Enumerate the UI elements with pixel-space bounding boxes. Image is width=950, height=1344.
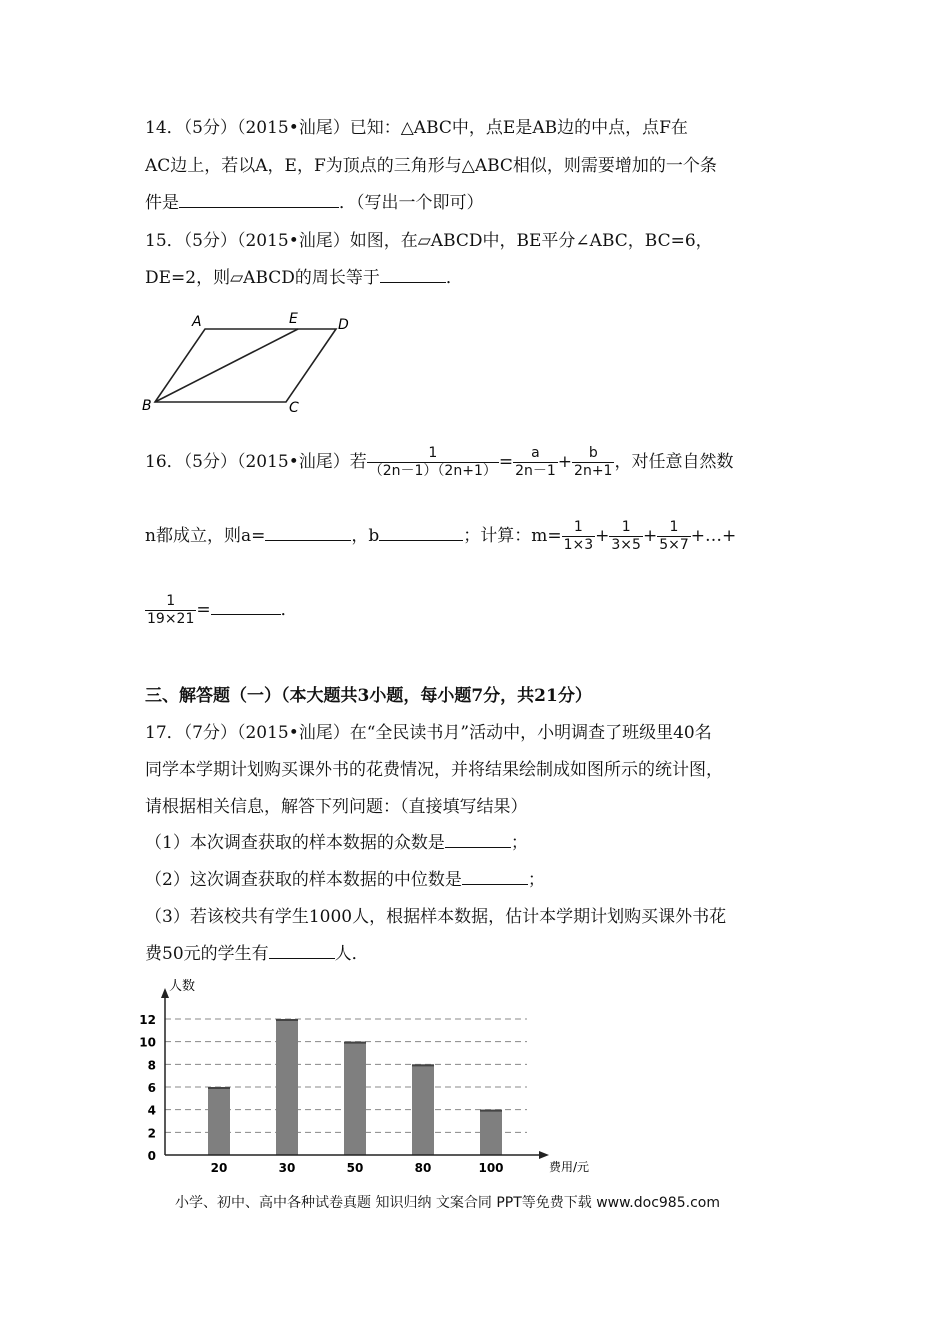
q16-main-fraction bbox=[367, 445, 499, 480]
q16-a-blank[interactable] bbox=[265, 524, 351, 541]
bar bbox=[412, 1064, 434, 1155]
parallelogram-figure bbox=[138, 310, 368, 420]
q17-line3: 请根据相关信息，解答下列问题：（直接填写结果） bbox=[145, 797, 528, 817]
q16-a-fraction bbox=[513, 445, 558, 480]
q15-line2 bbox=[145, 266, 463, 290]
q17-line2: 同学本学期计划购买课外书的花费情况，并将结果绘制成如图所示的统计图， bbox=[145, 760, 723, 780]
y-tick-label: 12 bbox=[139, 1013, 156, 1027]
q16-plus: + bbox=[557, 452, 573, 472]
bar bbox=[208, 1087, 230, 1155]
q16-f2-num: 1 bbox=[609, 519, 643, 537]
y-tick-label: 6 bbox=[147, 1081, 156, 1095]
q14-line3-pre: 件是 bbox=[145, 193, 179, 213]
y-tick-label: 4 bbox=[147, 1103, 156, 1118]
q17-sub3-pre: 费50元的学生有 bbox=[145, 944, 269, 964]
q17-sub3-post: 人． bbox=[334, 944, 369, 964]
q16-b-blank[interactable] bbox=[379, 524, 463, 541]
q15-line1: 15．（5分）（2015•汕尾）如图，在▱ABCD中，BE平分∠ABC，BC=6， bbox=[145, 231, 713, 251]
q16-line2-calc: ；计算：m= bbox=[463, 526, 562, 546]
q14-line1: 14．（5分）（2015•汕尾）已知：△ABC中，点E是AB边的中点，点F在 bbox=[145, 118, 688, 138]
bar bbox=[276, 1019, 298, 1155]
q16-f3-num: 1 bbox=[657, 519, 691, 537]
q14-line3-post: ．（写出一个即可） bbox=[339, 193, 484, 213]
y-axis-arrow-icon bbox=[161, 988, 169, 998]
q16-f4-den: 19×21 bbox=[147, 611, 195, 627]
chart-x-ticks bbox=[211, 1161, 504, 1175]
q16-line3-end: ． bbox=[280, 600, 298, 620]
q16-b-num: b bbox=[572, 445, 614, 463]
bar-chart bbox=[135, 970, 615, 1180]
q17-sub1-post: ； bbox=[510, 833, 528, 853]
q16-line1 bbox=[145, 444, 733, 480]
q16-line3-eq: = bbox=[196, 600, 211, 620]
x-tick-label: 50 bbox=[346, 1161, 364, 1175]
q16-frac3 bbox=[657, 519, 691, 554]
x-tick-label: 80 bbox=[414, 1161, 432, 1175]
q16-f1-den: 1×3 bbox=[563, 537, 594, 553]
q17-sub1 bbox=[145, 831, 528, 855]
q16-f4-num: 1 bbox=[145, 593, 196, 611]
bar bbox=[480, 1110, 502, 1155]
q16-eq: = bbox=[498, 452, 514, 472]
q16-frac1 bbox=[562, 519, 596, 554]
y-tick-label: 2 bbox=[147, 1126, 156, 1141]
q16-line2-pre: n都成立，则a= bbox=[145, 526, 266, 546]
q14-line3 bbox=[145, 191, 484, 215]
label-d: D bbox=[338, 317, 349, 333]
q16-main-den: （2n－1）（2n+1） bbox=[368, 463, 497, 479]
footer-text: 小学、初中、高中各种试卷真题 知识归纳 文案合同 PPT等免费下载 www.doc985.com bbox=[175, 1195, 720, 1211]
q16-b-den: 2n+1 bbox=[574, 463, 613, 479]
q15-line2-pre: DE=2，则▱ABCD的周长等于 bbox=[145, 268, 380, 288]
parallelogram-abcd bbox=[155, 329, 336, 402]
x-tick-label: 20 bbox=[210, 1161, 228, 1175]
y-tick-label: 8 bbox=[147, 1058, 156, 1073]
q16-b-fraction bbox=[572, 445, 614, 480]
label-b: B bbox=[142, 398, 152, 414]
q17-sub2-post: ； bbox=[527, 870, 545, 890]
section3-heading: 三、解答题（一）（本大题共3小题，每小题7分，共21分） bbox=[145, 686, 592, 706]
q16-main-num: 1 bbox=[367, 445, 499, 463]
q16-f1-num: 1 bbox=[562, 519, 596, 537]
y-axis-label: 人数 bbox=[169, 979, 196, 994]
q14-answer-blank[interactable] bbox=[179, 191, 339, 208]
q17-mode-blank[interactable] bbox=[445, 831, 511, 848]
q16-f2-den: 3×5 bbox=[611, 537, 641, 553]
x-tick-label: 100 bbox=[478, 1161, 504, 1175]
x-axis-arrow-icon bbox=[539, 1151, 549, 1159]
q17-median-blank[interactable] bbox=[462, 868, 528, 885]
label-a: A bbox=[192, 314, 202, 330]
q17-sub3-line2 bbox=[145, 942, 369, 966]
q17-count-blank[interactable] bbox=[269, 942, 335, 959]
q14-line2: AC边上，若以A，E，F为顶点的三角形与△ABC相似，则需要增加的一个条 bbox=[145, 156, 717, 176]
q15-line2-post: ． bbox=[445, 268, 463, 288]
q16-m-blank[interactable] bbox=[211, 598, 281, 615]
label-c: C bbox=[289, 400, 299, 416]
q16-post: ，对任意自然数 bbox=[614, 452, 734, 472]
y-tick-label: 10 bbox=[139, 1035, 156, 1050]
q17-sub1-pre: （1）本次调查获取的样本数据的众数是 bbox=[145, 833, 445, 853]
y-tick-label: 0 bbox=[147, 1149, 156, 1163]
q16-line3 bbox=[145, 592, 298, 628]
q17-sub2 bbox=[145, 868, 545, 892]
q16-ellipsis: +…+ bbox=[690, 526, 737, 546]
q16-line2-mid: ，b bbox=[351, 526, 380, 546]
q17-sub2-pre: （2）这次调查获取的样本数据的中位数是 bbox=[145, 870, 462, 890]
q16-a-den: 2n－1 bbox=[515, 463, 556, 479]
chart-y-ticks bbox=[139, 1013, 156, 1163]
segment-be bbox=[155, 329, 298, 402]
q16-a-num: a bbox=[513, 445, 558, 463]
q17-line1: 17．（7分）（2015•汕尾）在“全民读书月”活动中，小明调查了班级里40名 bbox=[145, 723, 712, 743]
x-tick-label: 30 bbox=[278, 1161, 296, 1175]
bar bbox=[344, 1042, 366, 1155]
q16-frac2 bbox=[609, 519, 643, 554]
q16-f3-den: 5×7 bbox=[659, 537, 689, 553]
x-axis-label: 费用/元 bbox=[549, 1160, 590, 1174]
q16-pre: 16．（5分）（2015•汕尾）若 bbox=[145, 452, 367, 472]
label-e: E bbox=[289, 311, 298, 327]
q17-sub3-line1: （3）若该校共有学生1000人，根据样本数据，估计本学期计划购买课外书花 bbox=[145, 907, 727, 927]
q16-line2: n都成立，则a= ，b ；计算：m= $\frac{1}{1\times 3}$ + $\frac{1}{3\times 5}$ + $\frac{1}{5\times 7}$ +…+ bbox=[145, 519, 737, 553]
q16-frac4 bbox=[145, 593, 196, 628]
q15-answer-blank[interactable] bbox=[380, 266, 446, 283]
